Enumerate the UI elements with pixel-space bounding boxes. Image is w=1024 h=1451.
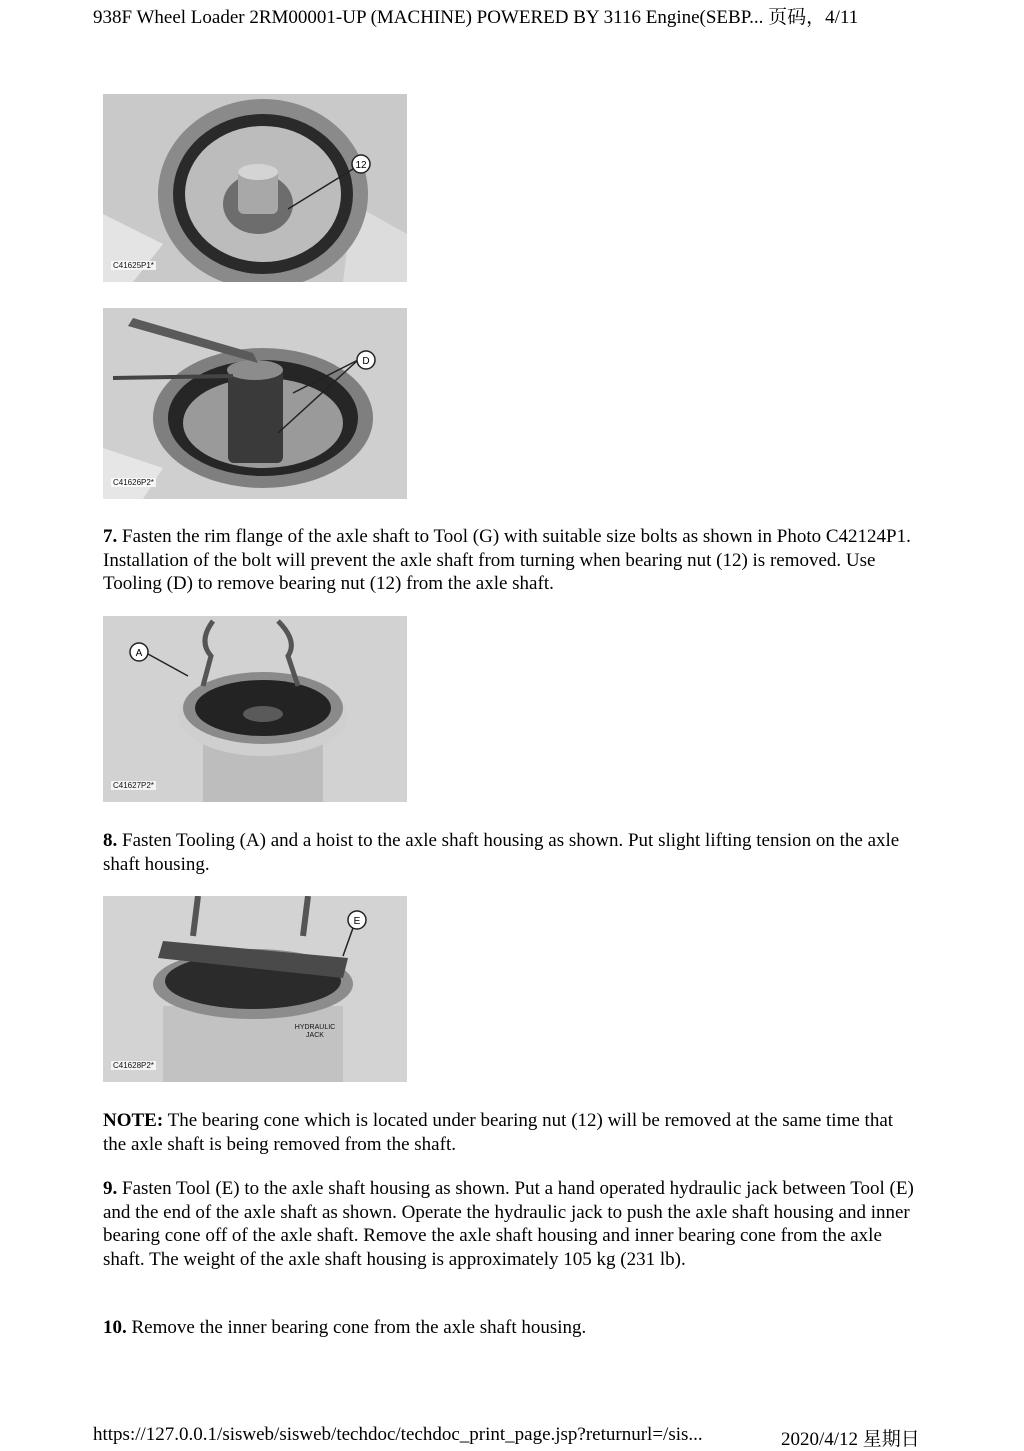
footer-date: 2020/4/12 星期日 xyxy=(781,1429,920,1450)
photo-id-label: C41627P2* xyxy=(113,781,154,790)
callout-e-label: E xyxy=(353,916,361,927)
step-9-paragraph xyxy=(103,1177,918,1271)
step-text: Fasten the rim flange of the axle shaft to Tool (G) with suitable size bolts as shown in Photo C42124P1. Installation of the bolt will prevent the axle shaft from turning when bearing nut (12) is removed. Use Tooling (D) to remove bearing nut (12) from the axle shaft. xyxy=(103,526,911,594)
wrench-on-nut-illustration xyxy=(103,308,407,499)
jack-label-line1: HYDRAULIC xyxy=(294,1024,336,1031)
page-header-title: 938F Wheel Loader 2RM00001-UP (MACHINE) POWERED BY 3116 Engine(SEBP... 页码，4/11 xyxy=(93,7,859,28)
hydraulic-jack-illustration xyxy=(103,896,407,1082)
step-number: 9. xyxy=(103,1178,118,1199)
callout-12-label: 12 xyxy=(355,160,367,171)
photo-tooling-a xyxy=(103,616,407,802)
photo-bearing-nut xyxy=(103,94,407,282)
step-text: Remove the inner bearing cone from the axle shaft housing. xyxy=(126,1317,587,1338)
step-number: 10. xyxy=(103,1317,127,1338)
callout-a-label: A xyxy=(135,648,143,659)
step-8-paragraph xyxy=(103,829,918,876)
photo-id-label: C41625P1* xyxy=(113,261,154,270)
step-text: Fasten Tooling (A) and a hoist to the axle shaft housing as shown. Put slight lifting tension on the axle shaft housing. xyxy=(103,830,900,875)
gear-housing-illustration xyxy=(103,94,407,282)
note-paragraph xyxy=(103,1109,918,1156)
photo-id-label: C41628P2* xyxy=(113,1061,154,1070)
step-text: Fasten Tool (E) to the axle shaft housing as shown. Put a hand operated hydraulic jack between Tool (E) and the end of the axle shaft as shown. Operate the hydraulic jack to push the axle shaft housing and inner bearing cone off of the axle shaft. Remove the axle shaft housing and inner bearing cone from the axle shaft. The weight of the axle shaft housing is approximately 105 kg (231 lb). xyxy=(103,1178,914,1270)
step-number: 8. xyxy=(103,830,118,851)
photo-tool-e xyxy=(103,896,407,1082)
jack-label-line2: JACK xyxy=(306,1032,324,1039)
footer-url: https://127.0.0.1/sisweb/sisweb/techdoc/techdoc_print_page.jsp?returnurl=/sis... xyxy=(93,1424,703,1445)
photo-tooling-d xyxy=(103,308,407,499)
step-7-paragraph xyxy=(103,525,918,596)
step-number: 7. xyxy=(103,526,118,547)
note-text: The bearing cone which is located under bearing nut (12) will be removed at the same time that the axle shaft is being removed from the shaft. xyxy=(103,1110,894,1155)
photo-id-label: C41626P2* xyxy=(113,478,154,487)
step-10-paragraph xyxy=(103,1316,918,1340)
hoist-chain-illustration xyxy=(103,616,407,802)
callout-d-label: D xyxy=(362,356,370,367)
note-label: NOTE: xyxy=(103,1110,164,1131)
